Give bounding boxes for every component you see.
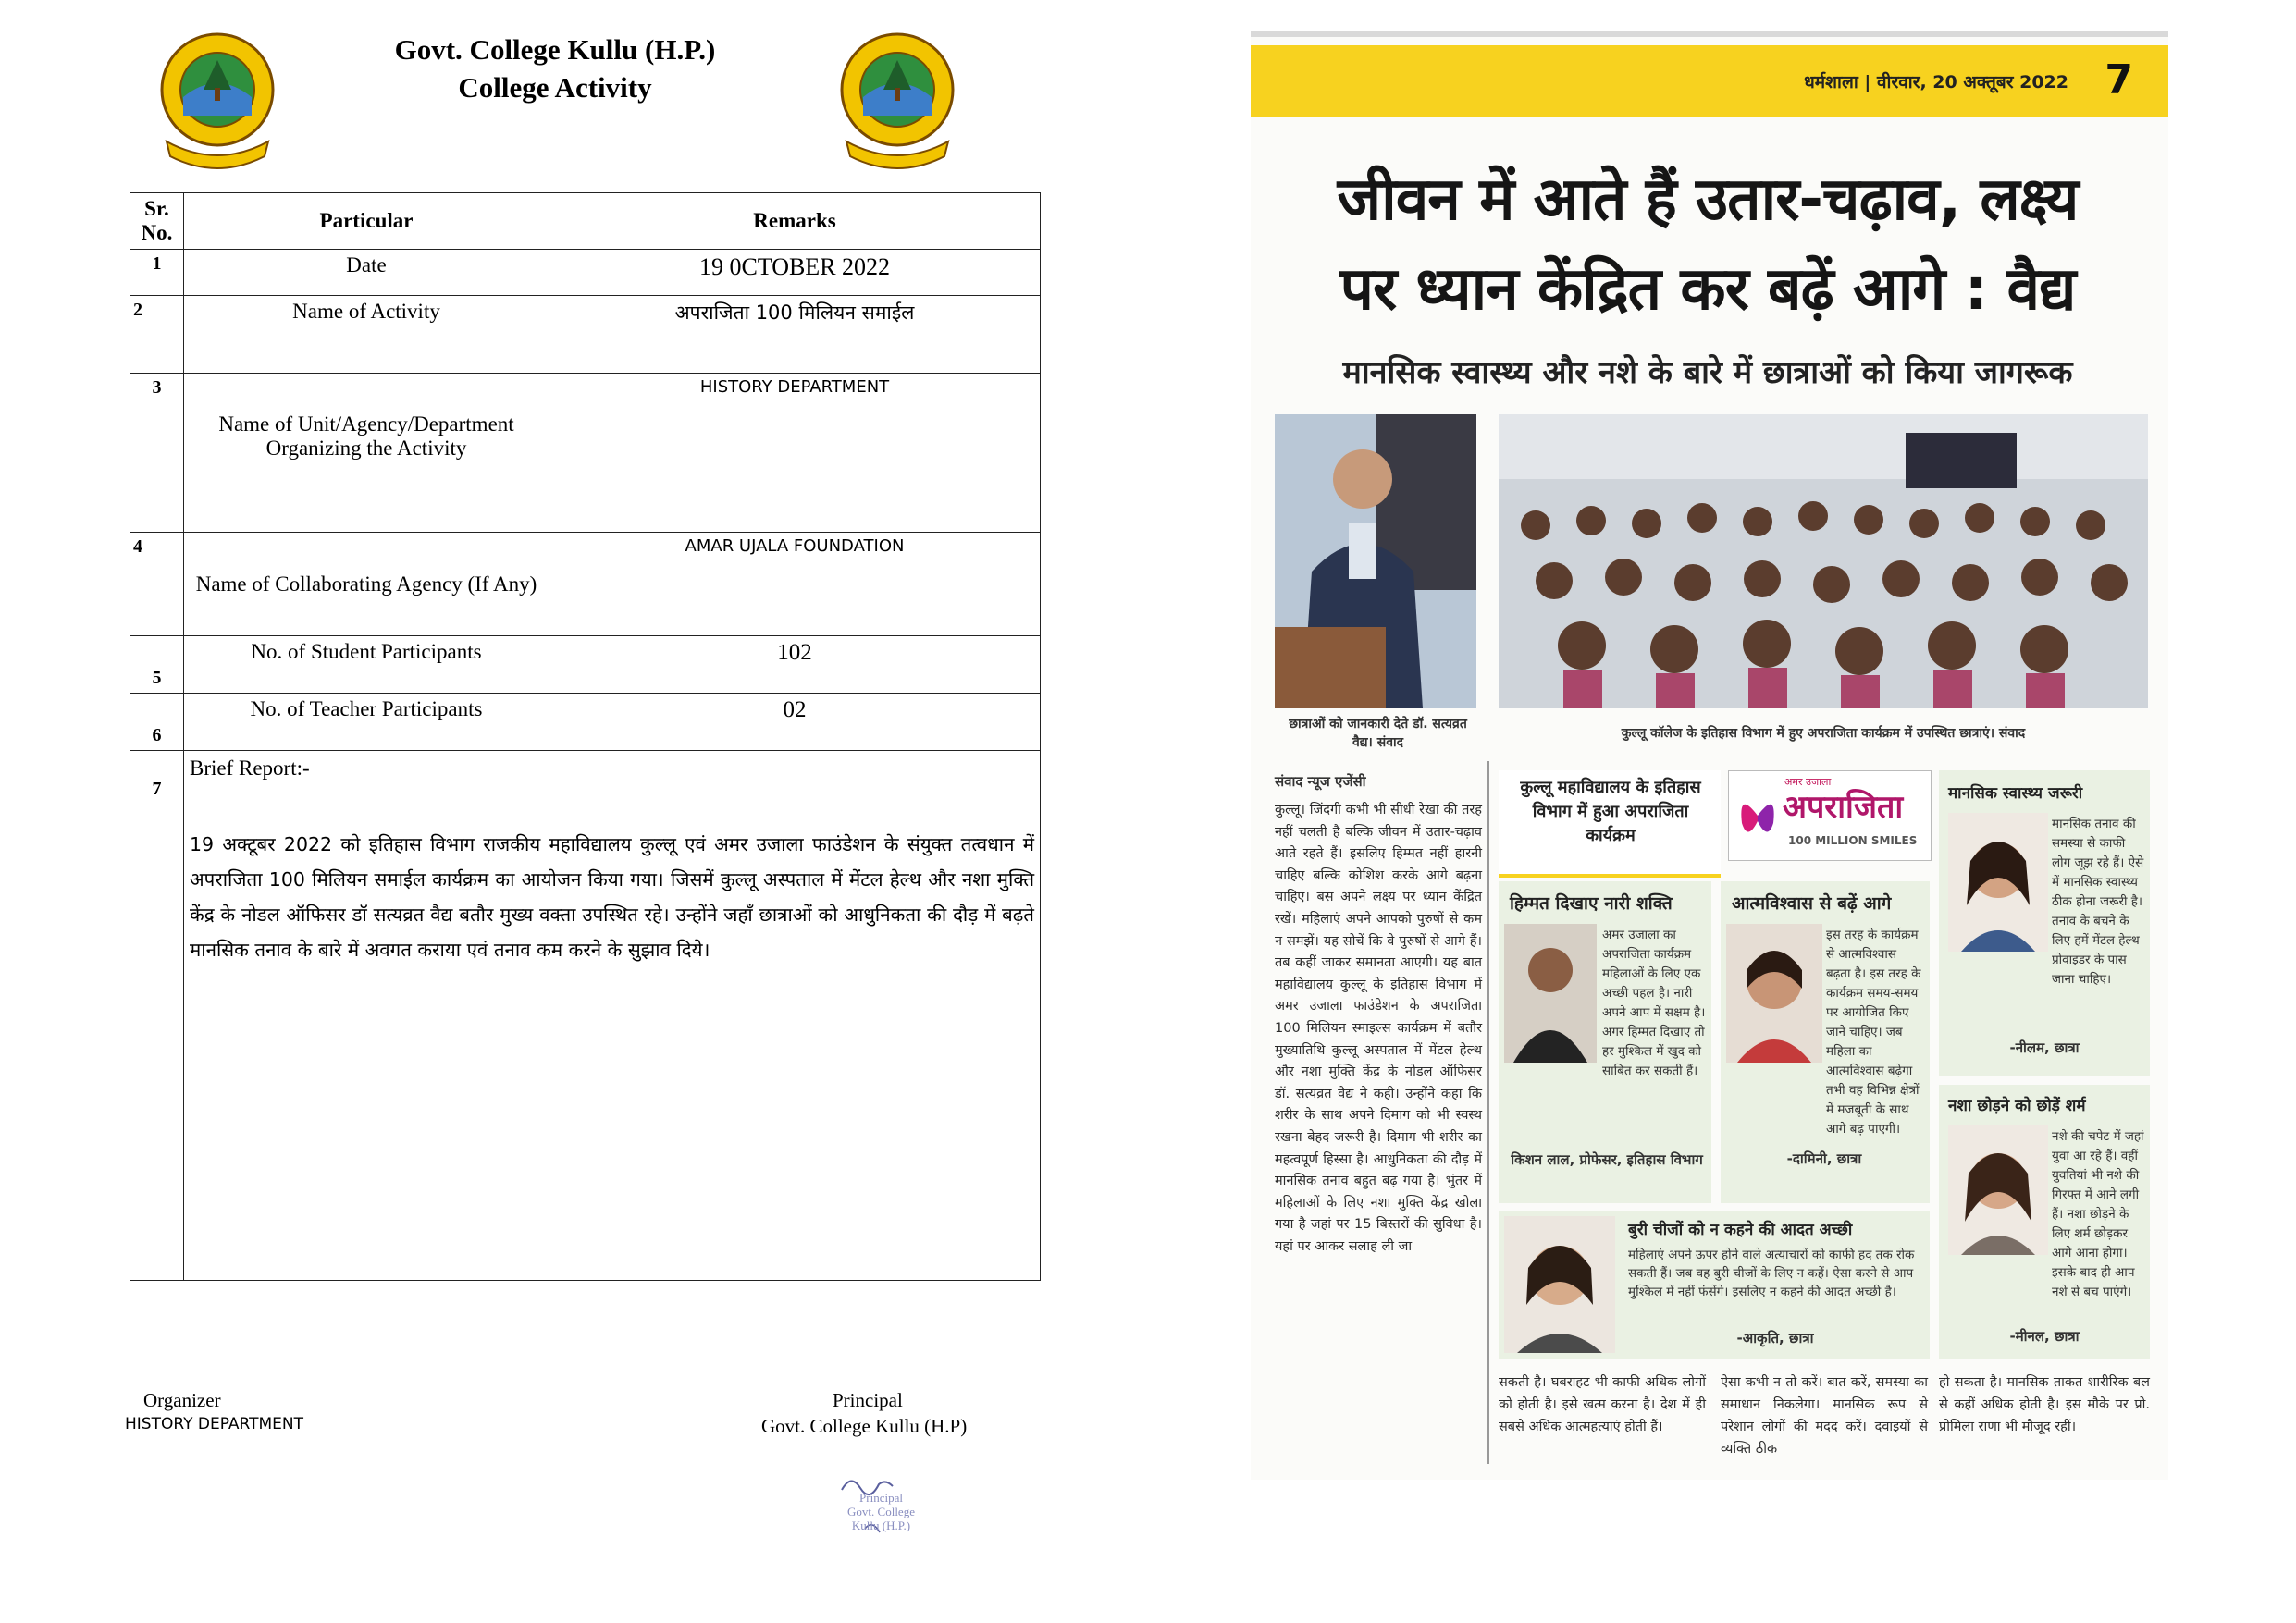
table-row [130,694,1041,751]
row-particular: Date [184,250,549,296]
column-divider [1487,761,1489,1464]
paper-dateline: धर्मशाला | वीरवार, 20 अक्तूबर 2022 [1804,72,2068,92]
speaker-photo-caption: छात्राओं को जानकारी देते डॉ. सत्यव्रत वैद्य। संवाद [1289,717,1467,750]
quote-box-text: अमर उजाला का अपराजिता कार्यक्रम महिलाओं के लिए एक अच्छी पहल है। नारी अपने आप में सक्षम है। अगर हिम्मत दिखाए तो हर मुश्किल में खुद को साबित कर सकती हैं। [1602,928,1706,1078]
header-remarks: Remarks [549,193,1041,250]
meenal-photo [1948,1125,2048,1255]
row-remarks-activity: अपराजिता 100 मिलियन समाईल [549,296,1041,374]
brief-report-cell [184,751,1041,1281]
quote-box-text: इस तरह के कार्यक्रम से आत्मविश्वास बढ़ता है। इस तरह के कार्यक्रम समय-समय पर आयोजित किए जाने चाहिए। जब महिला का आत्मविश्वास बढ़ेगा तभी वह विभिन्न क्षेत्रों में मजबूती के साथ आगे बढ़ पाएगी। [1826,928,1921,1137]
quote-box-text: नशे की चपेट में जहां युवा आ रहे हैं। वहीं युवतियां भी नशे की गिरफ्त में आने लगी हैं। नशा छोड़ने के लिए शर्म छोड़कर आगे आना होगा। इसके बाद ही आप नशे से बच पाएंगे। [2052,1129,2144,1299]
header-particular: Particular [184,193,549,250]
quote-box-kishan-lal [1499,881,1711,1203]
quote-box-damini [1721,881,1930,1203]
row-sr-no: 4 [130,533,184,636]
quote-box-aakriti [1499,1211,1930,1359]
principal-label: Principal [833,1389,903,1411]
table-row [130,296,1041,374]
quote-box-meenal [1939,1085,2150,1359]
organizer-department: HISTORY DEPARTMENT [125,1415,303,1433]
table-row [130,250,1041,296]
principal-college: Govt. College Kullu (H.P) [761,1415,968,1437]
row-particular: Name of Collaborating Agency (If Any) [184,533,549,636]
stamp-line: Principal [859,1491,903,1505]
audience-photo-caption: कुल्लू कॉलेज के इतिहास विभाग में हुए अपराजिता कार्यक्रम में उपस्थित छात्राएं। संवाद [1621,726,2026,741]
brief-report-text: 19 अक्टूबर 2022 को इतिहास विभाग राजकीय महाविद्यालय कुल्लू एवं अमर उजाला फाउंडेशन के संयुक्त तत्वधान में अपराजिता 100 मिलियन समाईल कार्यक्रम का आयोजन किया गया। जिसमें कुल्लू अस्पताल में मेंटल हेल्थ और नशा मुक्ति केंद्र के नोडल ऑफिसर डॉ सत्यव्रत वैद्य बतौर मुख्य वक्ता उपस्थित रहे। उन्होंने जहाँ छात्राओं को आधुनिकता की दौड़ में बढ़ते मानसिक तनाव के बारे में अवगत कराया एवं तनाव कम करने के सुझाव दिये। [190,833,1035,961]
article-bottom-column-4: हो सकता है। मानसिक ताकत शारीरिक बल से कहीं अधिक होती है। इस मौके पर प्रो. प्रोमिला राणा भी मौजूद रहीं। [1939,1375,2150,1434]
newspaper-clipping [1251,31,2168,1480]
quote-box-title: बुरी चीजों को न कहने की आदत अच्छी [1628,1221,1853,1239]
logo-100-million-smiles: 100 MILLION SMILES [1788,834,1918,847]
program-title-text: कुल्लू महाविद्यालय के इतिहास विभाग में हुआ अपराजिता कार्यक्रम [1520,778,1701,845]
brief-report-label: Brief Report:- [190,756,310,780]
quote-box-signature: -आकृति, छात्रा [1736,1330,1814,1346]
butterfly-logo-icon [1736,786,1779,845]
row-particular: Name of Unit/Agency/Department Organizing the Activity [184,374,549,533]
table-header-row [130,193,1041,250]
quote-box-text: मानसिक तनाव की समस्या से काफी लोग जूझ रहे हैं। ऐसे में मानसिक स्वास्थ्य ठीक होना जरूरी है। तनाव के बचने के लिए हमें मेंटल हेल्थ प्रोवाइडर के पास जाना चाहिए। [2052,817,2144,987]
row-sr-no: 1 [130,250,184,296]
neelam-photo [1948,813,2048,952]
quote-box-neelam [1939,770,2150,1076]
aparajita-logo-box [1728,770,1932,861]
sub-headline: मानसिक स्वास्थ्य और नशे के बारे में छात्राओं को किया जागरूक [1342,354,2073,391]
row-sr-no: 3 [130,374,184,533]
row-sr-no: 6 [130,694,184,751]
row-sr-no: 5 [130,636,184,694]
quote-box-title: हिम्मत दिखाए नारी शक्ति [1510,893,1673,914]
quote-box-title: मानसिक स्वास्थ्य जरूरी [1948,784,2083,803]
quote-box-signature: -नीलम, छात्रा [2009,1039,2080,1056]
stamp-line: Govt. College [847,1505,915,1518]
paper-top-border [1251,31,2168,37]
row-remarks-students: 102 [549,636,1041,694]
quote-box-title: नशा छोड़ने को छोड़ें शर्म [1948,1097,2086,1115]
quote-box-signature: -मीनल, छात्रा [2009,1328,2080,1345]
quote-box-signature: किशन लाल, प्रोफेसर, इतिहास विभाग [1511,1151,1703,1168]
article-bottom-column-3: ऐसा कभी न तो करें। बात करें, समस्या का समाधान निकलेगा। मानसिक रूप से परेशान लोगों की मदद करें। दवाइयों से व्यक्ति ठीक [1721,1375,1928,1457]
college-seal-logo-left [157,32,278,171]
quote-box-title: आत्मविश्वास से बढ़ें आगे [1732,893,1892,914]
news-agency-byline: संवाद न्यूज एजेंसी [1275,773,1366,790]
logo-aparajita: अपराजिता [1783,789,1904,826]
table-row [130,533,1041,636]
headline-line-1: जीवन में आते हैं उतार-चढ़ाव, लक्ष्य [1337,166,2079,234]
college-name-heading: Govt. College Kullu (H.P.) [394,33,716,66]
stamp-line: Kullu (H.P.) [851,1518,911,1532]
article-column-1: कुल्लू। जिंदगी कभी भी सीधी रेखा की तरह नहीं चलती है बल्कि जीवन में उतार-चढ़ाव आते रहते हैं। इसलिए हिम्मत नहीं हारनी चाहिए बल्कि कोशिश करके आगे बढ़ना चाहिए। बस अपने लक्ष्य पर ध्यान केंद्रित रखें। महिलाएं अपने आपको पुरुषों से कम न समझें। यह सोचें कि वे पुरुषों से आगे हैं। तब कहीं जाकर समानता आएगी। यह बात महाविद्यालय कुल्लू के इतिहास विभाग में अमर उजाला फाउंडेशन के अपराजिता 100 मिलियन स्माइल्स कार्यक्रम में बतौर मुख्यातिथि कुल्लू अस्पताल में मेंटल हेल्थ और नशा मुक्ति केंद्र के नोडल ऑफिसर डॉ. सत्यव्रत वैद्य ने कही। उन्होंने कहा कि शरीर के साथ अपने दिमाग को भी स्वस्थ रखना बेहद जरूरी है। दिमाग भी शरीर का महत्वपूर्ण हिस्सा है। आधुनिकता की दौड़ में मानसिक तनाव बहुत बढ़ गया है। भुंतर में महिलाओं के लिए नशा मुक्ति केंद्र खोला गया है जहां पर 15 बिस्तरों की सुविधा है। यहां पर आकर सलाह ली जा [1275,803,1482,1254]
quote-box-signature: -दामिनी, छात्रा [1786,1150,1862,1167]
seal-emblem-icon [157,32,278,171]
row-sr-no: 7 [130,751,184,1281]
quote-box-text: महिलाएं अपने ऊपर होने वाले अत्याचारों को काफी हद तक रोक सकती हैं। जब वह बुरी चीजों के लिए न कहें। ऐसा करने से आप मुश्किल में नहीं फंसेंगे। इसलिए न कहने की आदत अच्छी है। [1628,1248,1915,1299]
activity-report-table [130,192,1041,1281]
speaker-photo [1275,414,1476,708]
row-remarks-agency: AMAR UJALA FOUNDATION [549,533,1041,636]
row-remarks-teachers: 02 [549,694,1041,751]
row-sr-no: 2 [130,296,184,374]
row-remarks-date: 19 0CTOBER 2022 [549,250,1041,296]
headline-line-2: पर ध्यान केंद्रित कर बढ़ें आगे : वैद्य [1339,255,2076,324]
row-particular: No. of Student Participants [184,636,549,694]
audience-photo [1499,414,2148,708]
row-particular: No. of Teacher Participants [184,694,549,751]
aakriti-photo [1504,1216,1615,1353]
paper-page-number: 7 [2105,56,2133,104]
table-row [130,636,1041,694]
row-particular: Name of Activity [184,296,549,374]
principal-stamp [833,1491,930,1532]
article-bottom-column-2: सकती है। घबराहट भी काफी अधिक लोगों को होती है। इसे खत्म करना है। देश में ही सबसे अधिक आत्महत्याएं होती हैं। [1499,1375,1706,1434]
table-row [130,374,1041,533]
row-remarks-department: HISTORY DEPARTMENT [549,374,1041,533]
college-activity-heading: College Activity [458,71,652,104]
program-title-box [1499,770,1721,878]
table-row-brief-report [130,751,1041,1281]
seal-emblem-icon [837,32,957,171]
organizer-label: Organizer [143,1389,221,1411]
header-sr-no: Sr. No. [130,193,184,250]
damini-photo [1726,924,1822,1063]
logo-amar-ujala: अमर उजाला [1784,776,1832,788]
professor-photo [1504,924,1597,1063]
college-seal-logo-right [837,32,957,171]
